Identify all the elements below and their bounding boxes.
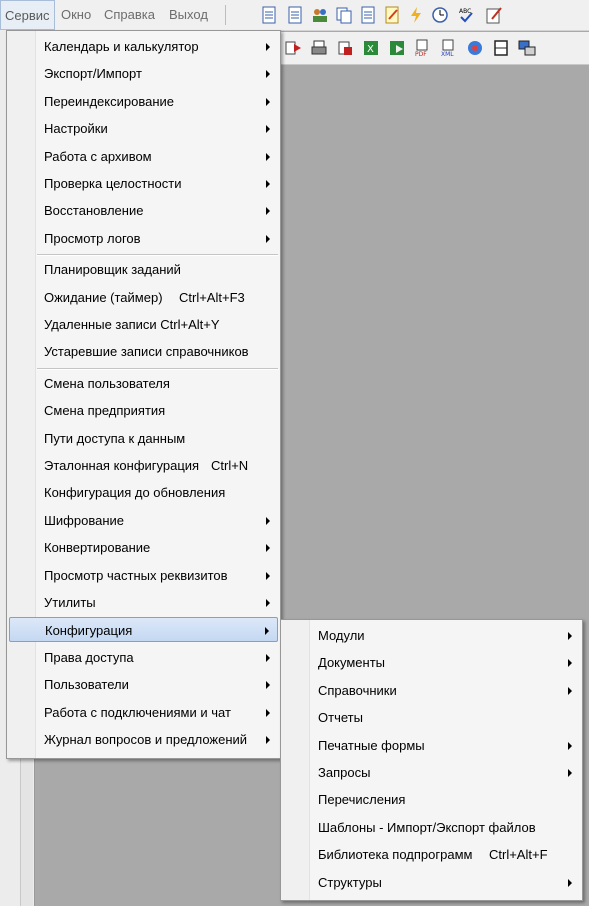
export-icon[interactable] <box>336 39 354 57</box>
submenu-item-label: Печатные формы <box>318 737 425 753</box>
menu-item[interactable] <box>9 144 278 169</box>
submenu-item-label: Шаблоны - Импорт/Экспорт файлов <box>318 819 536 835</box>
menu-item-label: Ожидание (таймер) <box>44 289 163 305</box>
menu-item[interactable] <box>9 116 278 141</box>
submenu-arrow-icon <box>266 572 270 580</box>
menu-separator <box>37 368 278 370</box>
submenu-item[interactable] <box>283 815 580 840</box>
edit-icon[interactable] <box>383 6 401 24</box>
menu-item[interactable] <box>9 508 278 533</box>
submenu-item-label: Модули <box>318 628 365 643</box>
submenu-item-label: Структуры <box>318 874 382 890</box>
menu-item[interactable] <box>9 198 278 223</box>
submenu-arrow-icon <box>568 632 572 640</box>
xml-icon[interactable] <box>440 39 458 57</box>
configuration-submenu <box>280 619 583 901</box>
submenu-arrow-icon <box>568 659 572 667</box>
submenu-arrow-icon <box>266 736 270 744</box>
submenu-arrow-icon <box>266 681 270 689</box>
menu-help[interactable]: Справка <box>104 7 155 22</box>
printer-icon[interactable] <box>310 39 328 57</box>
menu-item[interactable] <box>9 61 278 86</box>
menu-item[interactable] <box>9 426 278 451</box>
submenu-arrow-icon <box>266 654 270 662</box>
submenu-item-label: Справочники <box>318 682 397 698</box>
svg-text:X: X <box>367 44 374 55</box>
menu-item-label: Настройки <box>44 121 108 137</box>
film-icon[interactable] <box>492 39 510 57</box>
menu-item-label: Конфигурация до обновления <box>44 485 226 501</box>
submenu-item[interactable] <box>283 842 580 867</box>
menu-item[interactable] <box>9 339 278 364</box>
menu-item[interactable] <box>9 285 278 310</box>
menu-item-label: Восстановление <box>44 203 144 219</box>
menu-item[interactable] <box>9 645 278 670</box>
submenu-arrow-icon <box>568 742 572 750</box>
svg-text:PDF: PDF <box>415 51 427 57</box>
submenu-arrow-icon <box>266 43 270 51</box>
menu-item[interactable] <box>9 535 278 560</box>
submenu-item[interactable] <box>283 650 580 675</box>
submenu-arrow-icon <box>266 125 270 133</box>
submenu-arrow-icon <box>266 207 270 215</box>
menu-item[interactable] <box>9 727 278 752</box>
submenu-item-label: Запросы <box>318 765 371 780</box>
menu-window[interactable]: Окно <box>61 7 92 22</box>
menu-item[interactable] <box>9 590 278 615</box>
menu-item-label: Проверка целостности <box>44 176 182 191</box>
menu-item[interactable] <box>9 89 278 114</box>
submenu-item[interactable] <box>283 733 580 758</box>
menu-service[interactable]: Сервис <box>0 0 55 30</box>
submenu-shortcut: Ctrl+Alt+F <box>489 847 548 863</box>
notepad-icon[interactable] <box>485 6 503 24</box>
submenu-item-label: Перечисления <box>318 792 406 808</box>
menu-item[interactable] <box>9 312 278 337</box>
submenu-item[interactable] <box>283 760 580 785</box>
menu-item-label: Планировщик заданий <box>44 262 181 278</box>
menu-item-label: Эталонная конфигурация <box>44 458 200 473</box>
windows-icon[interactable] <box>518 39 536 57</box>
spellcheck-icon[interactable] <box>457 6 475 24</box>
menu-item-label: Пользователи <box>44 677 129 693</box>
menu-separator <box>37 254 278 256</box>
menu-item-label: Просмотр логов <box>44 230 141 246</box>
menu-item-label: Удаленные записи Ctrl+Alt+Y <box>44 317 220 332</box>
submenu-arrow-icon <box>568 769 572 777</box>
toolbar-separator <box>225 5 226 25</box>
document-icon[interactable] <box>260 6 278 24</box>
menu-shortcut: Ctrl+Alt+F3 <box>179 289 245 305</box>
submenu-arrow-icon <box>266 180 270 188</box>
toolbar-secondary <box>280 32 589 65</box>
submenu-item[interactable] <box>283 705 580 730</box>
submenu-arrow-icon <box>266 517 270 525</box>
service-dropdown-menu <box>6 30 281 759</box>
menu-item[interactable] <box>9 453 278 478</box>
menu-item-label: Смена пользователя <box>44 375 170 391</box>
menu-bar <box>0 0 589 31</box>
menu-item[interactable] <box>9 563 278 588</box>
submenu-item-label: Библиотека подпрограмм <box>318 847 473 863</box>
menu-item[interactable] <box>9 700 278 725</box>
submenu-arrow-icon <box>568 879 572 887</box>
menu-item[interactable] <box>9 257 278 282</box>
menu-item-label: Пути доступа к данным <box>44 430 186 446</box>
submenu-item[interactable] <box>283 623 580 648</box>
submenu-arrow-icon <box>266 709 270 717</box>
menu-item[interactable] <box>9 34 278 59</box>
submenu-arrow-icon <box>266 599 270 607</box>
menu-item-label: Календарь и калькулятор <box>44 39 199 54</box>
submenu-arrow-icon <box>266 235 270 243</box>
menu-item-label: Утилиты <box>44 595 96 610</box>
menu-item-configuration[interactable] <box>9 617 278 642</box>
submenu-item[interactable] <box>283 787 580 812</box>
menu-item-label: Смена предприятия <box>44 403 166 419</box>
globe-icon[interactable] <box>466 39 484 57</box>
menu-item-label: Работа с архивом <box>44 148 152 164</box>
submenu-arrow-icon <box>266 544 270 552</box>
menu-item-label: Конвертирование <box>44 540 151 556</box>
submenu-arrow-icon <box>265 627 269 635</box>
menu-item[interactable] <box>9 371 278 396</box>
svg-text:ABC: ABC <box>459 8 472 15</box>
submenu-item-label: Документы <box>318 655 386 671</box>
svg-text:XML: XML <box>441 51 454 57</box>
menu-item-label: Просмотр частных реквизитов <box>44 567 228 583</box>
document-icon[interactable] <box>359 6 377 24</box>
menu-exit[interactable]: Выход <box>169 7 208 22</box>
excel-arrow-icon[interactable] <box>388 39 406 57</box>
menu-item[interactable] <box>9 171 278 196</box>
submenu-arrow-icon <box>568 687 572 695</box>
menu-item[interactable] <box>9 226 278 251</box>
submenu-arrow-icon <box>266 70 270 78</box>
print-arrow-icon[interactable] <box>284 39 302 57</box>
clock-icon[interactable] <box>431 6 449 24</box>
menu-item-label: Конфигурация <box>45 623 133 639</box>
menu-item[interactable] <box>9 480 278 505</box>
menu-item-label: Работа с подключениями и чат <box>44 704 231 720</box>
menu-item-label: Журнал вопросов и предложений <box>44 732 248 747</box>
submenu-arrow-icon <box>266 98 270 106</box>
menu-item-label: Устаревшие записи справочников <box>44 344 249 360</box>
lightning-icon[interactable] <box>407 6 425 24</box>
copy-icon[interactable] <box>335 6 353 24</box>
menu-item[interactable] <box>9 672 278 697</box>
menu-item[interactable] <box>9 398 278 423</box>
menu-item-label: Шифрование <box>44 512 124 528</box>
document-icon[interactable] <box>286 6 304 24</box>
menu-shortcut: Ctrl+N <box>211 458 249 473</box>
menu-item-label: Права доступа <box>44 649 134 665</box>
submenu-item[interactable] <box>283 678 580 703</box>
submenu-arrow-icon <box>266 153 270 161</box>
pdf-icon[interactable] <box>414 39 432 57</box>
users-icon[interactable] <box>311 6 329 24</box>
submenu-item-label: Отчеты <box>318 710 363 726</box>
submenu-item[interactable] <box>283 870 580 895</box>
excel-icon[interactable] <box>362 39 380 57</box>
menu-item-label: Экспорт/Импорт <box>44 66 142 82</box>
menu-item-label: Переиндексирование <box>44 93 175 109</box>
